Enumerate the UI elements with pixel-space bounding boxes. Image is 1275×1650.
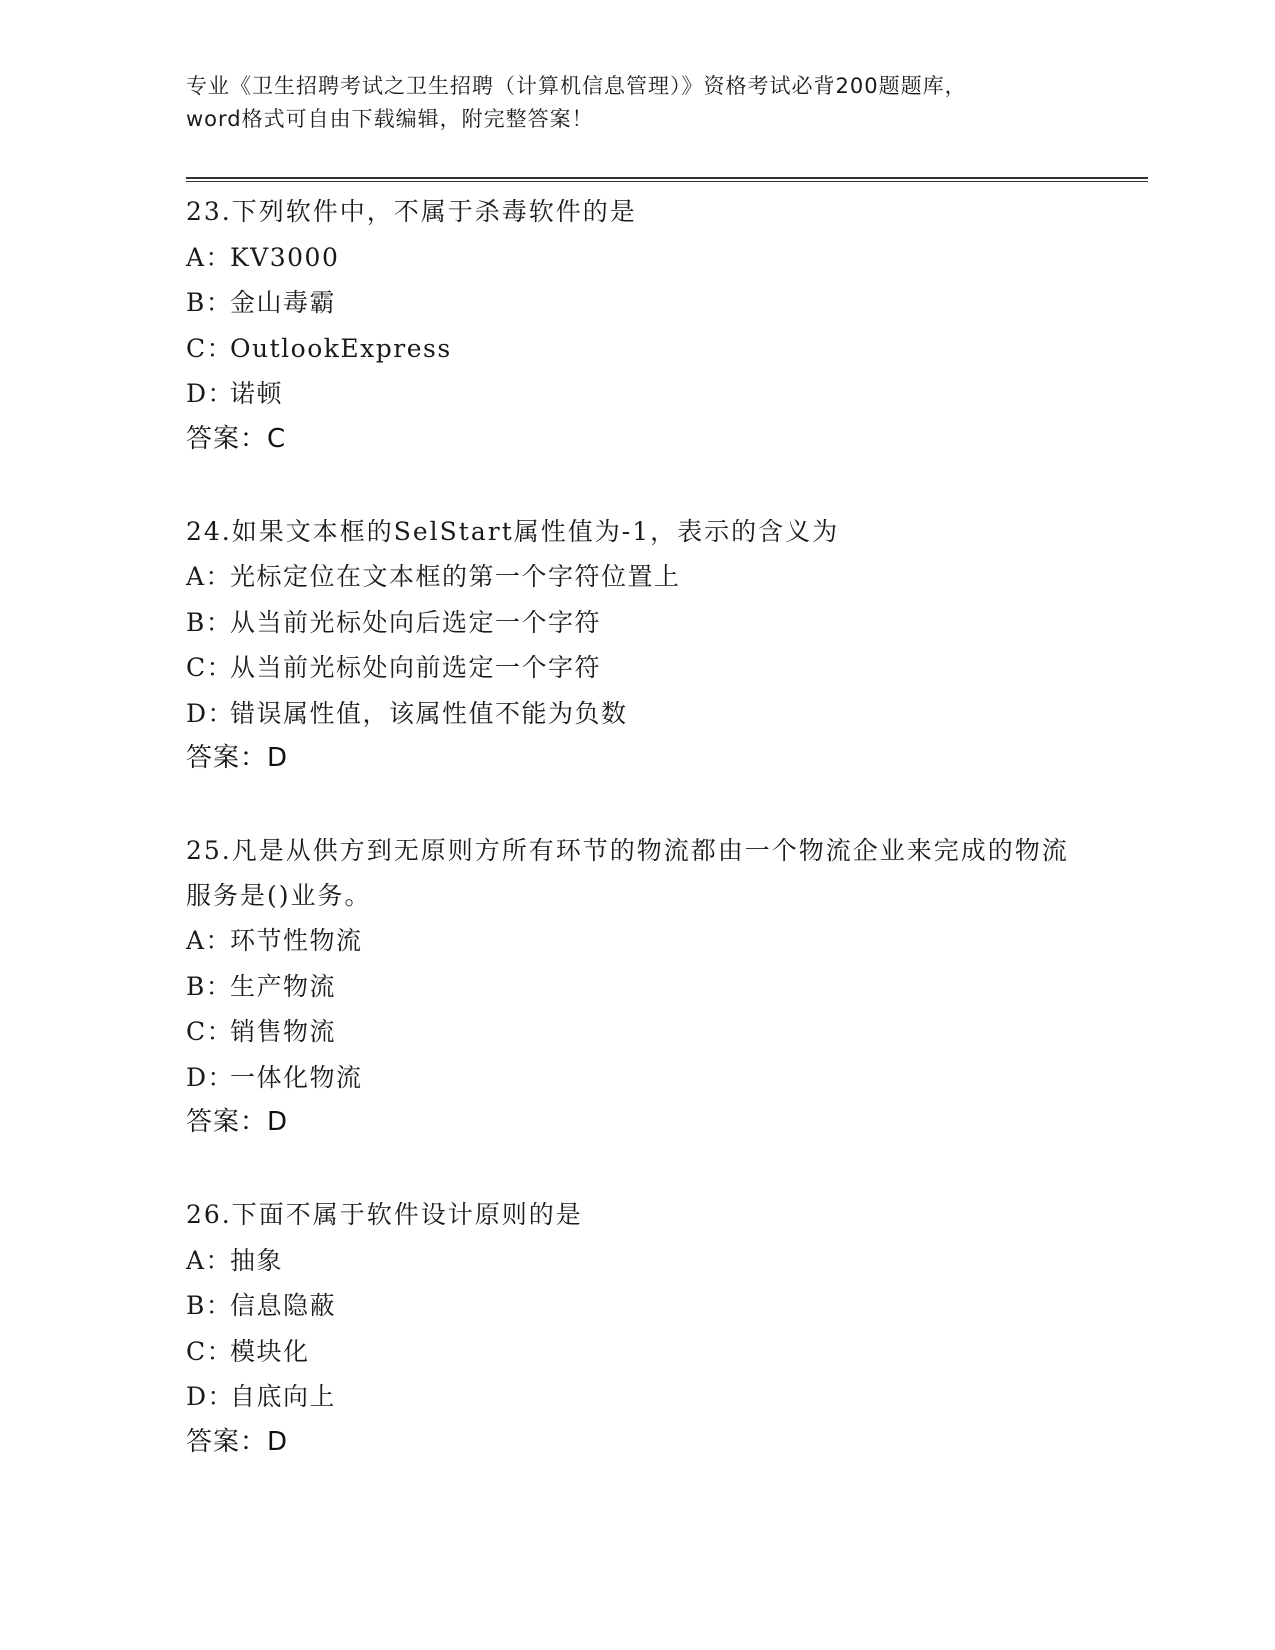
option-b [186, 280, 1086, 326]
option-text: 从当前光标处向后选定一个字符 [230, 607, 602, 637]
option-d [186, 1374, 1086, 1420]
option-a [186, 554, 1086, 600]
option-letter: C： [186, 1336, 234, 1366]
option-text: 光标定位在文本框的第一个字符位置上 [230, 562, 681, 591]
question-25 [186, 825, 1086, 1144]
option-c [186, 326, 1086, 372]
option-letter: A： [186, 1245, 233, 1275]
option-d [186, 1055, 1086, 1101]
option-text: 销售物流 [230, 1017, 337, 1046]
option-d [186, 371, 1086, 417]
option-letter: A： [186, 242, 233, 272]
question-text: 26.下面不属于软件设计原则的是 [186, 1200, 583, 1229]
option-letter: D： [186, 698, 235, 728]
header-line-1: 专业《卫生招聘考试之卫生招聘（计算机信息管理）》资格考试必背200题题库， [186, 74, 967, 98]
option-text: 信息隐蔽 [230, 1291, 337, 1320]
option-text: 从当前光标处向前选定一个字符 [230, 653, 602, 682]
option-letter: C： [186, 1017, 234, 1046]
header-line-2: word格式可自由下载编辑，附完整答案！ [186, 107, 594, 131]
document-header [186, 70, 1086, 136]
option-text: KV3000 [230, 242, 340, 272]
option-a [186, 235, 1086, 281]
option-letter: D： [186, 1382, 235, 1411]
question-24 [186, 506, 1086, 781]
option-c [186, 645, 1086, 691]
option-letter: A： [186, 926, 233, 955]
question-text: 25.凡是从供方到无原则方所有环节的物流都由一个物流企业来完成的物流服务是()业务。 [186, 836, 1069, 910]
option-text: 错误属性值，该属性值不能为负数 [230, 698, 628, 728]
option-letter: B： [186, 1291, 233, 1320]
question-26 [186, 1189, 1086, 1464]
option-text: 模块化 [230, 1336, 310, 1366]
option-letter: D： [186, 1062, 235, 1092]
option-text: 自底向上 [230, 1382, 337, 1411]
option-c [186, 1009, 1086, 1055]
option-text: 一体化物流 [230, 1062, 363, 1092]
option-c [186, 1329, 1086, 1375]
option-text: 环节性物流 [230, 926, 363, 955]
option-a [186, 918, 1086, 964]
option-letter: B： [186, 607, 233, 637]
question-text: 24.如果文本框的SelStart属性值为-1，表示的含义为 [186, 516, 840, 546]
option-text: 金山毒霸 [230, 288, 337, 317]
option-letter: B： [186, 971, 233, 1001]
option-letter: A： [186, 562, 233, 591]
option-letter: B： [186, 288, 233, 317]
option-b [186, 600, 1086, 646]
answer: 答案：D [186, 1107, 289, 1137]
option-text: 诺顿 [230, 379, 284, 408]
option-letter: C： [186, 653, 234, 682]
answer: 答案：D [186, 743, 289, 773]
option-a [186, 1238, 1086, 1284]
option-text: 生产物流 [230, 971, 337, 1001]
option-letter: D： [186, 379, 235, 408]
question-23 [186, 186, 1086, 461]
option-b [186, 1283, 1086, 1329]
option-letter: C： [186, 333, 234, 363]
option-text: OutlookExpress [230, 333, 452, 363]
answer: 答案：C [186, 423, 287, 454]
answer: 答案：D [186, 1426, 289, 1457]
option-d [186, 691, 1086, 737]
header-divider [186, 177, 1148, 182]
question-list [186, 186, 1086, 1509]
option-text: 抽象 [230, 1245, 284, 1275]
option-b [186, 964, 1086, 1010]
question-text: 23.下列软件中，不属于杀毒软件的是 [186, 197, 637, 226]
